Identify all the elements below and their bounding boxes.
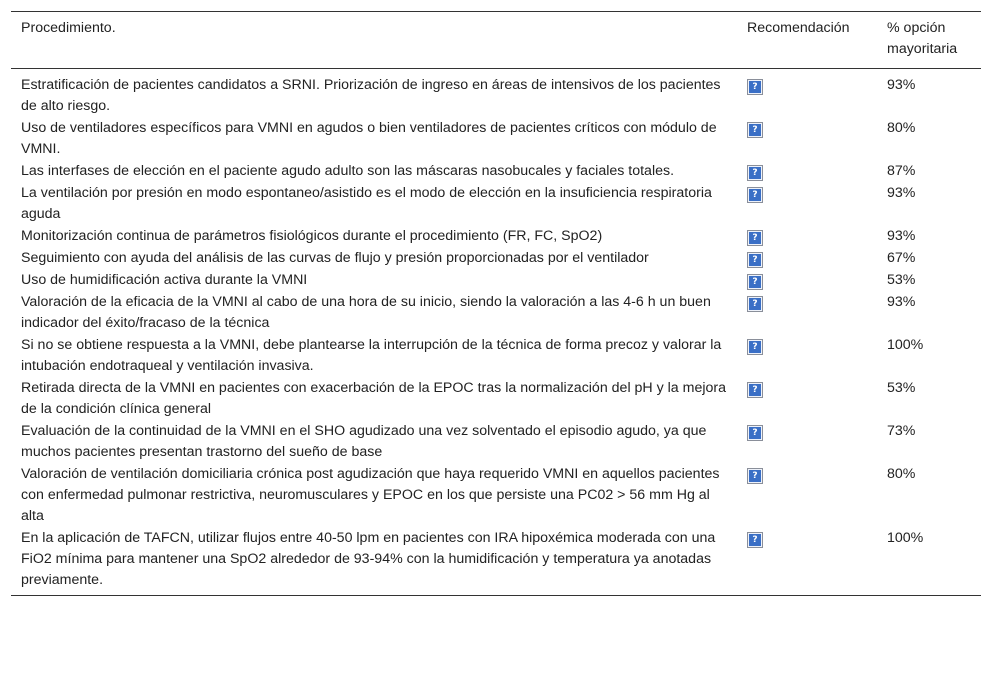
- percent-cell: 93%: [887, 185, 916, 201]
- procedure-cell: La ventilación por presión en modo espontaneo/asistido es el modo de elección en la insuficiencia respiratoria aguda: [21, 185, 712, 222]
- percent-cell: 100%: [887, 337, 924, 353]
- table-row: [11, 118, 981, 161]
- procedure-cell: Valoración de la eficacia de la VMNI al cabo de una hora de su inicio, siendo la valoración a las 4-6 h un buen indicador del éxito/fracaso de la técnica: [21, 294, 711, 331]
- recommendation-cell: [737, 118, 877, 161]
- percent-cell: 53%: [887, 380, 916, 396]
- table-row: [11, 528, 981, 596]
- procedure-cell: Seguimiento con ayuda del análisis de las curvas de flujo y presión proporcionadas por el ventilador: [21, 250, 649, 266]
- table-row: [11, 292, 981, 335]
- table-header-row: [11, 12, 981, 69]
- procedures-table: [11, 11, 981, 596]
- recommendation-icon[interactable]: ?: [747, 425, 763, 441]
- recommendation-cell: [737, 421, 877, 464]
- recommendation-icon[interactable]: ?: [747, 187, 763, 203]
- recommendation-icon[interactable]: ?: [747, 468, 763, 484]
- recommendation-icon[interactable]: ?: [747, 252, 763, 268]
- procedure-cell: Las interfases de elección en el paciente agudo adulto son las máscaras nasobucales y faciales totales.: [21, 163, 675, 179]
- recommendation-cell: [737, 226, 877, 248]
- percent-cell: 80%: [887, 466, 916, 482]
- procedure-cell: Valoración de ventilación domiciliaria crónica post agudización que haya requerido VMNI en aquellos pacientes con enfermedad pulmonar restrictiva, neuromusculares y EPOC en los que persiste una PC02 > 56 mm Hg al alta: [21, 466, 720, 524]
- procedure-cell: Evaluación de la continuidad de la VMNI en el SHO agudizado una vez solventado el episodio agudo, ya que muchos pacientes presentan trastorno del sueño de base: [21, 423, 707, 460]
- procedure-cell: Monitorización continua de parámetros fisiológicos durante el procedimiento (FR, FC, SpO2): [21, 228, 603, 244]
- recommendation-cell: [737, 270, 877, 292]
- percent-cell: 73%: [887, 423, 916, 439]
- procedure-cell: Si no se obtiene respuesta a la VMNI, debe plantearse la interrupción de la técnica de forma precoz y valorar la intubación endotraqueal y ventilación invasiva.: [21, 337, 722, 374]
- recommendation-icon[interactable]: ?: [747, 382, 763, 398]
- recommendation-icon[interactable]: ?: [747, 165, 763, 181]
- recommendation-cell: [737, 378, 877, 421]
- recommendation-icon[interactable]: ?: [747, 122, 763, 138]
- procedure-cell: Uso de ventiladores específicos para VMNI en agudos o bien ventiladores de pacientes críticos con módulo de VMNI.: [21, 120, 717, 157]
- recommendation-icon[interactable]: ?: [747, 230, 763, 246]
- table-row: [11, 378, 981, 421]
- table-row: [11, 335, 981, 378]
- recommendation-icon[interactable]: ?: [747, 339, 763, 355]
- percent-cell: 53%: [887, 272, 916, 288]
- header-recommendation: Recomendación: [747, 20, 850, 36]
- recommendation-cell: [737, 292, 877, 335]
- table-row: [11, 226, 981, 248]
- recommendation-cell: [737, 335, 877, 378]
- table-row: [11, 183, 981, 226]
- recommendation-icon[interactable]: ?: [747, 532, 763, 548]
- percent-cell: 100%: [887, 530, 924, 546]
- percent-cell: 80%: [887, 120, 916, 136]
- procedure-cell: En la aplicación de TAFCN, utilizar flujos entre 40-50 lpm en pacientes con IRA hipoxémica moderada con una FiO2 mínima para mantener una SpO2 alrededor de 93-94% con la humidificación y temperatura ya anotadas previamente.: [21, 530, 716, 588]
- procedures-table-container: [11, 11, 981, 596]
- recommendation-icon[interactable]: ?: [747, 274, 763, 290]
- table-row: [11, 69, 981, 119]
- table-row: [11, 161, 981, 183]
- table-row: [11, 464, 981, 528]
- recommendation-icon[interactable]: ?: [747, 296, 763, 312]
- percent-cell: 87%: [887, 163, 916, 179]
- recommendation-icon[interactable]: ?: [747, 79, 763, 95]
- table-row: [11, 421, 981, 464]
- recommendation-cell: [737, 161, 877, 183]
- header-procedure: Procedimiento.: [21, 20, 116, 36]
- procedure-cell: Retirada directa de la VMNI en pacientes con exacerbación de la EPOC tras la normalización del pH y la mejora de la condición clínica general: [21, 380, 726, 417]
- procedure-cell: Estratificación de pacientes candidatos a SRNI. Priorización de ingreso en áreas de intensivos de los pacientes de alto riesgo.: [21, 77, 721, 114]
- recommendation-cell: [737, 69, 877, 119]
- recommendation-cell: [737, 248, 877, 270]
- procedure-cell: Uso de humidificación activa durante la VMNI: [21, 272, 308, 288]
- percent-cell: 93%: [887, 77, 916, 93]
- table-row: [11, 248, 981, 270]
- recommendation-cell: [737, 183, 877, 226]
- header-option: % opción mayoritaria: [887, 20, 958, 57]
- table-row: [11, 270, 981, 292]
- recommendation-cell: [737, 464, 877, 528]
- percent-cell: 67%: [887, 250, 916, 266]
- recommendation-cell: [737, 528, 877, 596]
- percent-cell: 93%: [887, 228, 916, 244]
- percent-cell: 93%: [887, 294, 916, 310]
